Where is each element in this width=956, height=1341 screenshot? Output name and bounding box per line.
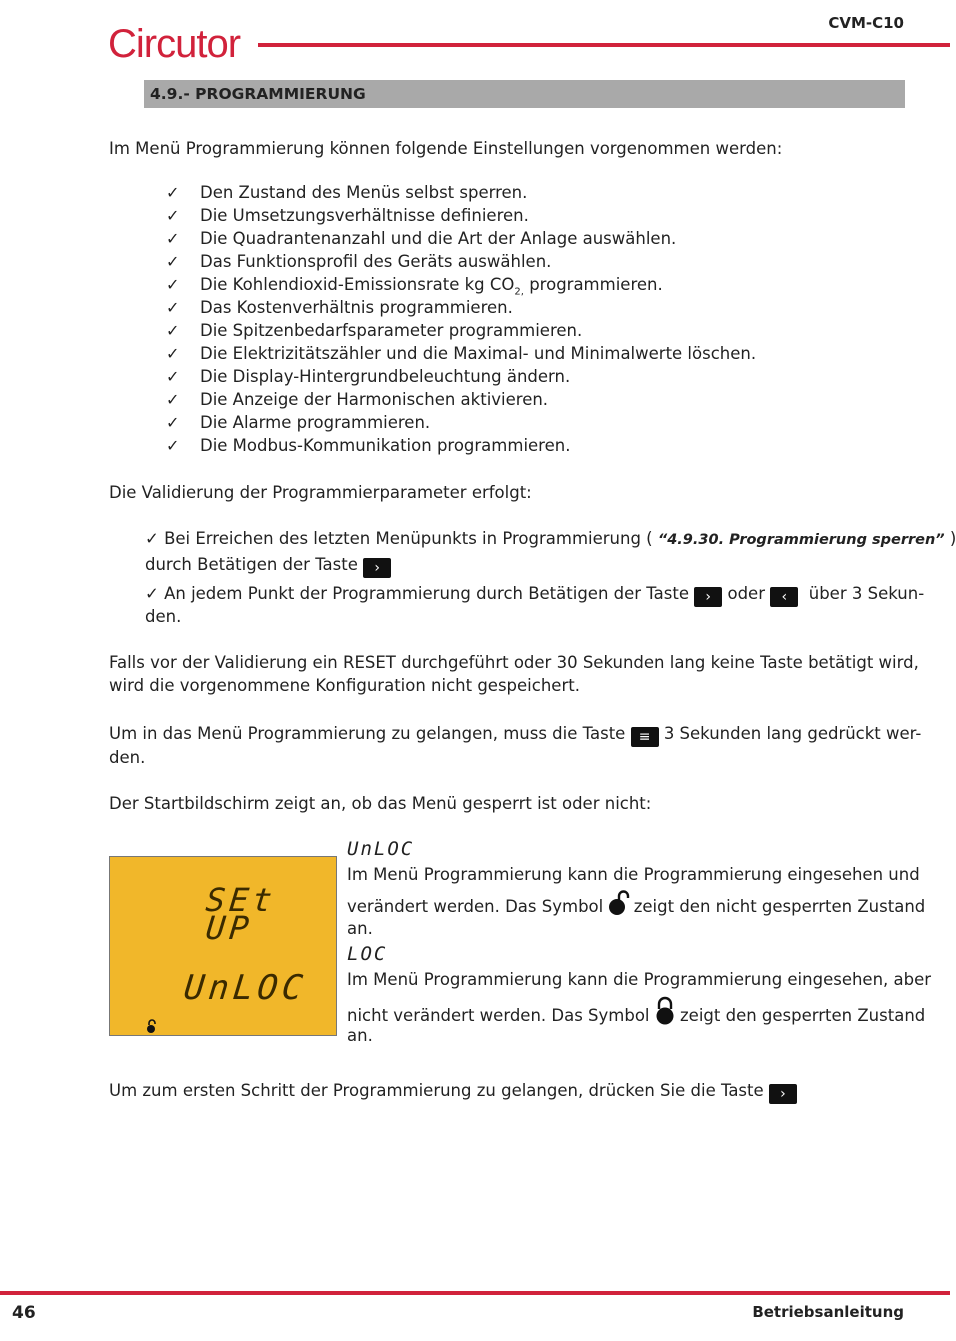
check-icon: ✓: [145, 529, 159, 548]
start-screen-text: Der Startbildschirm zeigt an, ob das Menü gesperrt ist oder nicht:: [109, 794, 652, 813]
check-icon: ✓: [166, 298, 180, 317]
list-item-text: Das Funktionsprofil des Geräts auswählen.: [200, 252, 552, 271]
check-icon: ✓: [166, 252, 180, 271]
co2-subscript: 2,: [514, 286, 524, 298]
check-icon: ✓: [166, 183, 180, 202]
or-text: oder: [727, 584, 765, 603]
list-item-text: Die Quadrantenanzahl und die Art der Anlage auswählen.: [200, 229, 677, 248]
lcd-line-2: UP: [204, 909, 255, 947]
check-icon: ✓: [166, 229, 180, 248]
unloc-state-text: zeigt den nicht gesperrten Zustand: [633, 897, 926, 916]
manual-title: Betriebsanleitung: [752, 1303, 904, 1321]
list-item: [166, 388, 756, 411]
list-item-text: Die Kohlendioxid-Emissionsrate kg CO: [200, 275, 515, 294]
list-item: [166, 342, 756, 365]
menu-access-line-2: den.: [109, 748, 146, 767]
validation-item-1-text-cont: durch Betätigen der Taste: [145, 555, 358, 574]
check-icon: ✓: [166, 413, 180, 432]
lock-icon: [655, 997, 675, 1025]
final-text: Um zum ersten Schritt der Programmierung zu gelangen, drücken Sie die Taste: [109, 1081, 764, 1100]
list-item: [166, 227, 756, 250]
validation-item-1-cont: [145, 553, 391, 578]
list-item-text: Die Modbus-Kommunikation programmieren.: [200, 436, 571, 455]
validation-item-1: [145, 527, 956, 552]
menu-access-text: Um in das Menü Programmierung zu gelangen, muss die Taste: [109, 724, 626, 743]
list-item: [166, 365, 756, 388]
unloc-text: verändert werden. Das Symbol: [347, 897, 604, 916]
list-item: [166, 181, 756, 204]
validation-item-2-text: An jedem Punkt der Programmierung durch Betätigen der Taste: [164, 584, 689, 603]
co2-suffix: programmieren.: [523, 275, 663, 294]
loc-label: LOC: [347, 943, 388, 965]
lcd-display: [109, 856, 337, 1036]
list-item-text: Die Elektrizitätszähler und die Maximal- und Minimalwerte löschen.: [200, 344, 757, 363]
unloc-line-3: an.: [347, 919, 373, 938]
reset-note-line-2: wird die vorgenommene Konfiguration nicht gespeichert.: [109, 676, 580, 695]
unloc-line-2: [347, 890, 925, 918]
unlock-icon: [608, 890, 628, 916]
check-icon: ✓: [166, 367, 180, 386]
list-item-text: Den Zustand des Menüs selbst sperren.: [200, 183, 528, 202]
check-icon: ✓: [166, 390, 180, 409]
list-item: [166, 319, 756, 342]
header-rule: [258, 43, 950, 47]
prev-key-icon: ‹: [770, 587, 798, 607]
list-item: [166, 250, 756, 273]
footer-rule: [0, 1291, 950, 1295]
list-item-text: Die Alarme programmieren.: [200, 413, 431, 432]
validation-intro: Die Validierung der Programmierparameter erfolgt:: [109, 483, 532, 502]
unlock-icon: [146, 1019, 158, 1033]
list-item: [166, 434, 756, 457]
page-number: 46: [12, 1303, 36, 1323]
list-item: [166, 273, 756, 296]
next-key-icon: ›: [769, 1084, 797, 1104]
check-icon: ✓: [166, 275, 180, 294]
lcd-line-3: UnLOC: [181, 968, 309, 1008]
list-item-text: Die Spitzenbedarfsparameter programmieren.: [200, 321, 583, 340]
validation-item-1-text: Bei Erreichen des letzten Menüpunkts in Programmierung (: [164, 529, 653, 548]
loc-line-3: an.: [347, 1026, 373, 1045]
validation-item-2-cont: den.: [145, 607, 182, 626]
check-icon: ✓: [166, 206, 180, 225]
closing-paren: ): [949, 529, 956, 548]
list-item-text: Die Display-Hintergrundbeleuchtung ändern.: [200, 367, 571, 386]
loc-state-text: zeigt den gesperrten Zustand: [680, 1006, 926, 1025]
model-name: CVM-C10: [828, 14, 904, 32]
reset-note-line-1: Falls vor der Validierung ein RESET durchgeführt oder 30 Sekunden lang keine Taste betätigt wird,: [109, 653, 919, 672]
list-item: [166, 296, 756, 319]
list-item-text: Die Anzeige der Harmonischen aktivieren.: [200, 390, 549, 409]
settings-checklist: [166, 181, 756, 457]
loc-line-2: [347, 997, 925, 1027]
loc-text: nicht verändert werden. Das Symbol: [347, 1006, 650, 1025]
list-item-text: Das Kostenverhältnis programmieren.: [200, 298, 513, 317]
lcd-line-1: SEt: [204, 881, 278, 919]
final-instruction: [109, 1079, 797, 1104]
check-icon: ✓: [166, 436, 180, 455]
duration-text: über 3 Sekun-: [808, 584, 925, 603]
list-item: [166, 411, 756, 434]
next-key-icon: ›: [694, 587, 722, 607]
next-key-icon: ›: [363, 558, 391, 578]
loc-line-1: Im Menü Programmierung kann die Programmierung eingesehen, aber: [347, 970, 932, 989]
circutor-logo: Circutor: [108, 22, 241, 66]
section-reference: “4.9.30. Programmierung sperren”: [657, 532, 945, 548]
menu-key-icon: ≡: [631, 727, 659, 747]
unloc-line-1: Im Menü Programmierung kann die Programmierung eingesehen und: [347, 865, 920, 884]
check-icon: ✓: [166, 344, 180, 363]
check-icon: ✓: [145, 584, 159, 603]
list-item: [166, 204, 756, 227]
unloc-label: UnLOC: [347, 838, 415, 860]
list-item-text: Die Umsetzungsverhältnisse definieren.: [200, 206, 529, 225]
check-icon: ✓: [166, 321, 180, 340]
menu-access-duration: 3 Sekunden lang gedrückt wer-: [663, 724, 922, 743]
section-title: 4.9.- PROGRAMMIERUNG: [150, 85, 366, 103]
validation-item-2: [145, 582, 924, 607]
intro-text: Im Menü Programmierung können folgende Einstellungen vorgenommen werden:: [109, 139, 783, 158]
menu-access-line-1: [109, 722, 921, 747]
